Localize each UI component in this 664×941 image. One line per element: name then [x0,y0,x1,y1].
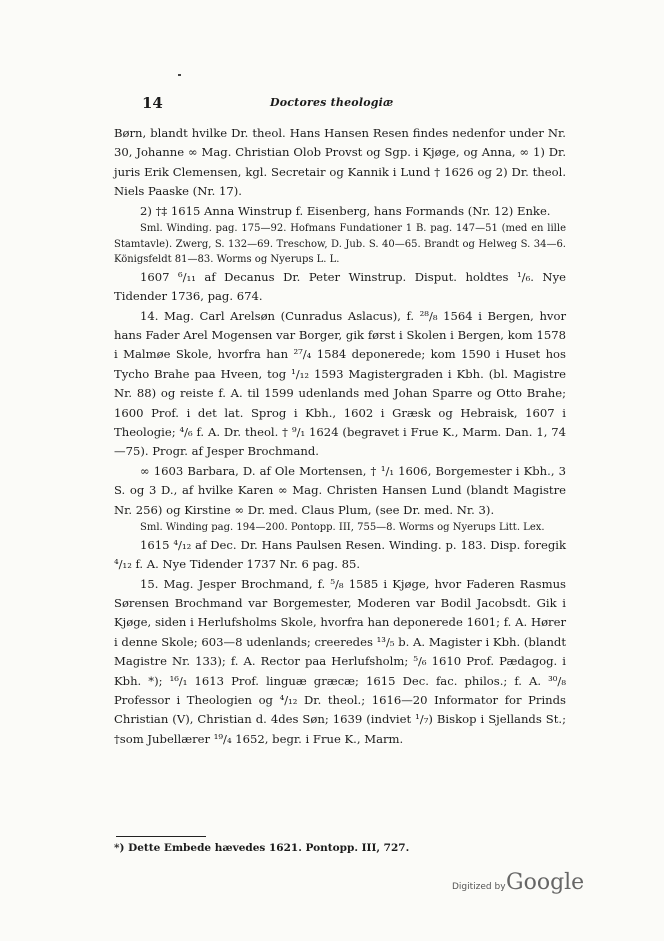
google-logo: Google [506,870,585,895]
paragraph-9: 15. Mag. Jesper Brochmand, f. ⁵/₈ 1585 i Kjøge, hvor Faderen Rasmus Sørensen Brochmand var Borgemester, Moderen var Bodil Jacobsdt. Gik i Kjøge, siden i Herlufsholms Skole, hvorfra han deponerede 1601; f. A. Hører i denne Skole; 603—8 udenlands; creeredes ¹³/₅ b. A. Magister i Kbh. (blandt Magistre Nr. 133); f. A. Rector paa Herlufsholm; ⁵/₆ 1610 Prof. Pædagog. i Kbh. *); ¹⁶/₁ 1613 Prof. linguæ græcæ; 1615 Dec. fac. philos.; f. A. ³⁰/₈ Professor i Theologien og ⁴/₁₂ Dr. theol.; 1616—20 Informator for Prinds Christian (V), Christian d. 4des Søn; 1639 (indviet ¹/₇) Biskop i Sjellands St.; †som Jubellærer ¹⁹/₄ 1652, begr. i Frue K., Marm. [114,576,566,746]
footnote: *) Dette Embede hævedes 1621. Pontopp. III, 727. [114,842,410,854]
paragraph-6: ∞ 1603 Barbara, D. af Ole Mortensen, † ¹/₁ 1606, Borgemester i Kbh., 3 S. og 3 D., af hvilke Karen ∞ Mag. Christen Hansen Lund (blandt Magistre Nr. 256) og Kirstine ∞ Dr. med. Claus Plum, (see Dr. med. Nr. 3). [114,463,566,517]
ink-speck [178,74,181,76]
paragraph-7: Sml. Winding pag. 194—200. Pontopp. III, 755—8. Worms og Nyerups Litt. Lex. [140,522,545,534]
running-head: Doctores theologiæ [270,96,394,109]
page-number: 14 [142,94,163,112]
body-text [114,124,566,749]
page-header [142,94,562,112]
paragraph-2: 2) †‡ 1615 Anna Winstrup f. Eisenberg, hans Formands (Nr. 12) Enke. [140,203,551,218]
digitized-by-text: Digitized by [452,882,506,892]
paragraph-4: 1607 ⁶/₁₁ af Decanus Dr. Peter Winstrup. Disput. holdtes ¹/₆. Nye Tidender 1736, pag. 674. [114,269,566,304]
digitized-by-watermark [452,870,592,900]
footnote-rule [116,836,206,837]
paragraph-8: 1615 ⁴/₁₂ af Dec. Dr. Hans Paulsen Resen. Winding. p. 183. Disp. foregik ⁴/₁₂ f. A. Nye Tidender 1737 Nr. 6 pag. 85. [114,537,566,572]
paragraph-3: Sml. Winding. pag. 175—92. Hofmans Fundationer 1 B. pag. 147—51 (med en lille Stamtavle). Zwerg, S. 132—69. Treschow, D. Jub. S. 40—65. Brandt og Helweg S. 34—6. Königsfeldt 81—83. Worms og Nyerups L. L. [114,223,566,266]
paragraph-1: Børn, blandt hvilke Dr. theol. Hans Hansen Resen findes nedenfor under Nr. 30, Johanne ∞ Mag. Christian Olob Provst og Sgp. i Kjøge, og Anna, ∞ 1) Dr. juris Erik Clemensen, kgl. Secretair og Kannik i Lund † 1626 og 2) Dr. theol. Niels Paaske (Nr. 17). [114,126,566,199]
paragraph-5: 14. Mag. Carl Arelsøn (Cunradus Aslacus), f. ²⁸/₈ 1564 i Bergen, hvor hans Fader Arel Mogensen var Borger, gik først i Skolen i Bergen, kom 1578 i Malmøe Skole, hvorfra han ²⁷/₄ 1584 deponerede; kom 1590 i Huset hos Tycho Brahe paa Hveen, tog ¹/₁₂ 1593 Magistergraden i Kbh. (bl. Magistre Nr. 88) og reiste f. A. til 1599 udenlands med Johan Sparre og Otto Brahe; 1600 Prof. i det lat. Sprog i Kbh., 1602 i Græsk og Hebraisk, 1607 i Theologie; ⁴/₆ f. A. Dr. theol. † ⁹/₁ 1624 (begravet i Frue K., Marm. Dan. 1, 74—75). Progr. af Jesper Brochmand. [114,308,566,459]
